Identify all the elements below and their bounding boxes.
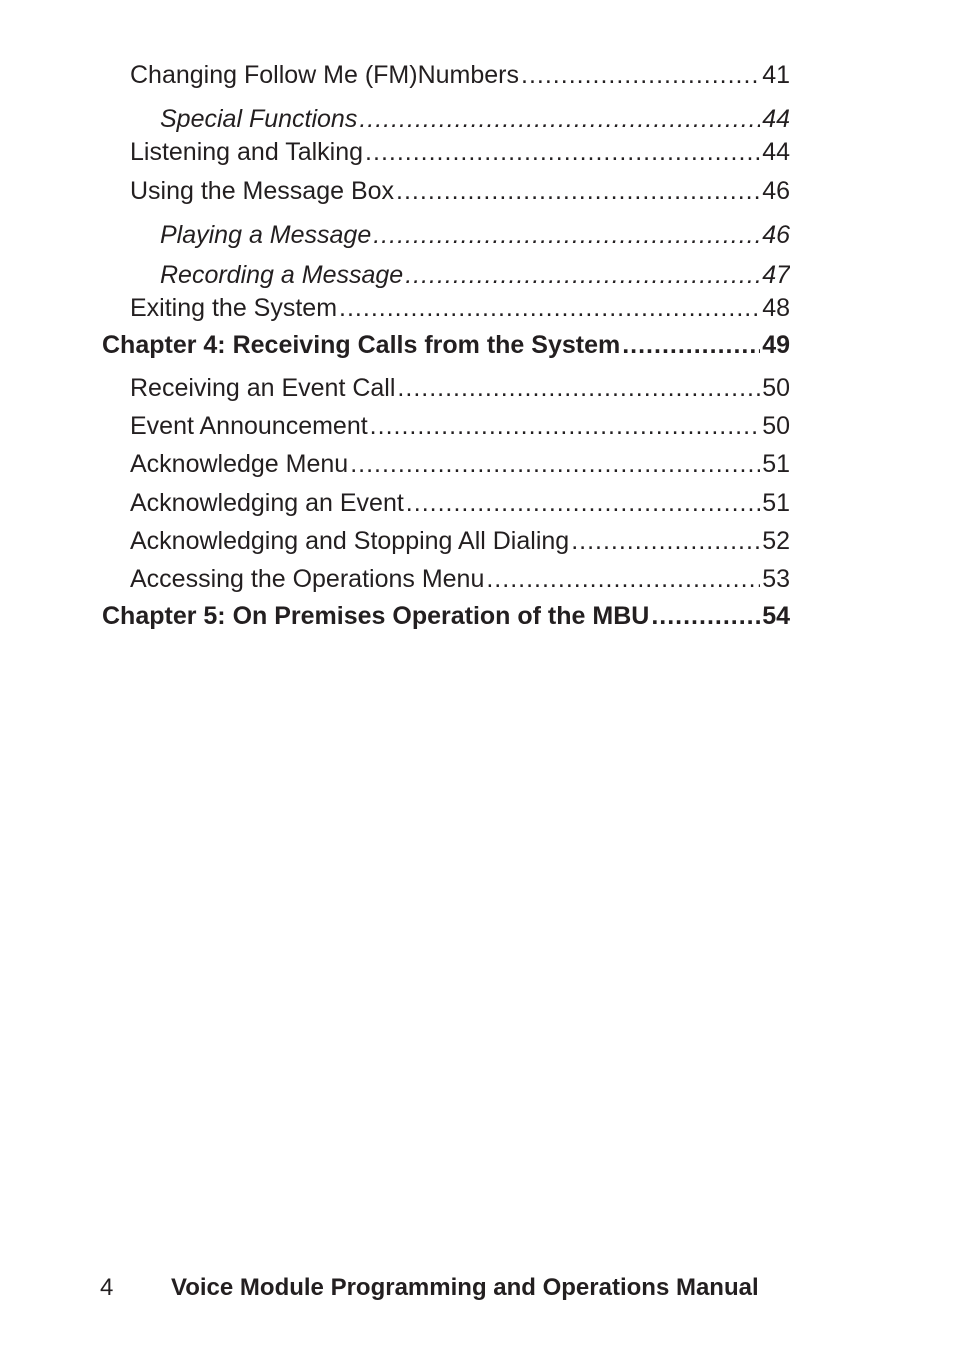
toc-dot-leader — [339, 293, 760, 323]
toc-entry-title: Chapter 4: Receiving Calls from the System — [102, 331, 621, 359]
toc-entry-exiting-the-system[interactable] — [130, 293, 790, 323]
page-number: 4 — [100, 1274, 114, 1301]
toc-entry-title: Special Functions — [160, 105, 358, 133]
toc-entry-page: 46 — [762, 177, 790, 205]
page-footer — [0, 1272, 954, 1304]
toc-entry-title: Accessing the Operations Menu — [130, 565, 485, 593]
toc-dot-leader — [370, 411, 761, 441]
toc-dot-leader — [571, 526, 760, 556]
toc-dot-leader — [406, 488, 760, 518]
toc-entry-acknowledging-and-stopping-all-dialing[interactable] — [130, 526, 790, 556]
toc-dot-leader — [486, 564, 760, 594]
toc-dot-leader — [359, 104, 760, 134]
toc-entry-page: 48 — [762, 294, 790, 322]
toc-entry-page: 50 — [762, 374, 790, 402]
toc-entry-title: Chapter 5: On Premises Operation of the MBU — [102, 602, 650, 630]
toc-entry-acknowledging-an-event[interactable] — [130, 488, 790, 518]
toc-chapter-5[interactable] — [102, 601, 790, 631]
toc-entry-title: Exiting the System — [130, 294, 338, 322]
toc-entry-title: Changing Follow Me (FM)Numbers — [130, 61, 520, 89]
toc-entry-title: Acknowledging and Stopping All Dialing — [130, 527, 570, 555]
toc-dot-leader — [396, 176, 760, 206]
toc-entry-title: Receiving an Event Call — [130, 374, 396, 402]
toc-entry-page: 44 — [762, 138, 790, 166]
toc-entry-acknowledge-menu[interactable] — [130, 449, 790, 479]
toc-entry-page: 51 — [762, 450, 790, 478]
toc-dot-leader — [521, 60, 760, 90]
toc-entry-listening-and-talking[interactable] — [130, 137, 790, 167]
toc-dot-leader — [397, 373, 760, 403]
toc-entry-special-functions[interactable] — [160, 104, 790, 134]
toc-entry-playing-a-message[interactable] — [160, 220, 790, 250]
toc-entry-page: 49 — [762, 331, 790, 359]
toc-dot-leader — [373, 220, 760, 250]
manual-title: Voice Module Programming and Operations Manual — [171, 1274, 759, 1301]
toc-entry-changing-follow-me-numbers[interactable] — [130, 60, 790, 90]
toc-entry-page: 54 — [762, 602, 790, 630]
toc-entry-receiving-an-event-call[interactable] — [130, 373, 790, 403]
toc-entry-page: 53 — [762, 565, 790, 593]
toc-entry-title: Event Announcement — [130, 412, 368, 440]
toc-entry-page: 44 — [762, 105, 790, 133]
toc-entry-title: Playing a Message — [160, 221, 372, 249]
toc-entry-page: 51 — [762, 489, 790, 517]
toc-entry-page: 50 — [762, 412, 790, 440]
toc-entry-accessing-the-operations-menu[interactable] — [130, 564, 790, 594]
toc-entry-title: Acknowledging an Event — [130, 489, 404, 517]
toc-entry-page: 47 — [762, 261, 790, 289]
toc-dot-leader — [405, 260, 760, 290]
toc-chapter-4[interactable] — [102, 330, 790, 360]
toc-entry-title: Listening and Talking — [130, 138, 364, 166]
toc-entry-title: Acknowledge Menu — [130, 450, 349, 478]
toc-entry-using-the-message-box[interactable] — [130, 176, 790, 206]
toc-entry-event-announcement[interactable] — [130, 411, 790, 441]
toc-entry-title: Using the Message Box — [130, 177, 395, 205]
toc-dot-leader — [622, 330, 760, 360]
toc-entry-page: 52 — [762, 527, 790, 555]
toc-entry-title: Recording a Message — [160, 261, 404, 289]
toc-entry-recording-a-message[interactable] — [160, 260, 790, 290]
toc-dot-leader — [365, 137, 760, 167]
toc-entry-page: 46 — [762, 221, 790, 249]
toc-entry-page: 41 — [762, 61, 790, 89]
toc-dot-leader — [651, 601, 760, 631]
toc-dot-leader — [350, 449, 760, 479]
